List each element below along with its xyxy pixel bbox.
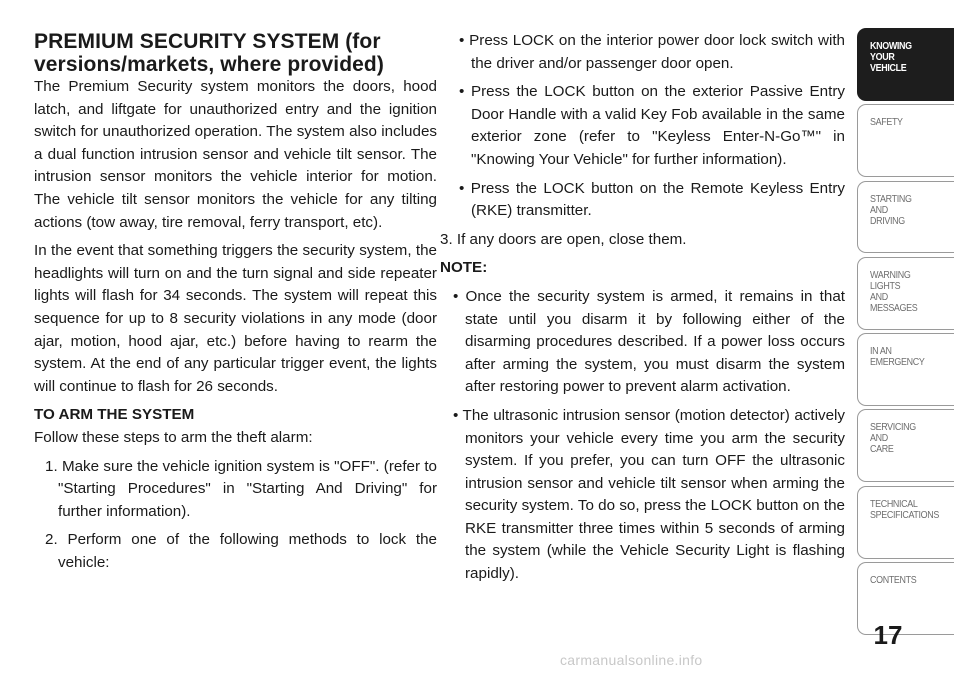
lock-method-rke: • Press the LOCK button on the Remote Keyless Entry (RKE) transmitter. (459, 179, 845, 220)
trigger-paragraph: In the event that something triggers the security system, the headlights will turn on and the turn signal and side repeater lights will flash for 34 seconds. The system will repeat this sequence for up to 8 security violations in any mode (door ajar, motion, hood ajar, etc.) before having to rearm the system. At the end of any particular trigger event, the lights will continue to flash for 26 seconds. (34, 242, 437, 395)
tab-label: STARTING AND DRIVING (870, 192, 912, 227)
lock-method-passive-entry: • Press the LOCK button on the exterior Passive Entry Door Handle with a valid Key Fob available in the same exterior zone (refer to "Keyless Enter-N-Go™" in "Knowing Your Vehicle" for further information). (459, 83, 845, 168)
arm-steps-intro: Follow these steps to arm the theft alarm: (34, 428, 313, 446)
tab-label: CONTENTS (870, 574, 917, 587)
tab-label: TECHNICAL SPECIFICATIONS (870, 497, 939, 521)
note-label: NOTE: (440, 259, 488, 277)
watermark: carmanualsonline.info (560, 652, 703, 668)
chapter-tabs (857, 28, 954, 638)
arm-system-heading: TO ARM THE SYSTEM (34, 406, 195, 424)
tab-starting-and-driving[interactable] (857, 181, 954, 254)
tab-label: KNOWING YOUR VEHICLE (870, 40, 912, 74)
page-number: 17 (873, 620, 903, 650)
tab-warning-lights[interactable] (857, 257, 954, 330)
note-armed-state: • Once the security system is armed, it remains in that state until you disarm it by following either of the disarming procedures described. If a power loss occurs after arming the system, you must disarm the system after restoring power to prevent alarm activation. (453, 287, 845, 396)
lock-method-interior-switch: • Press LOCK on the interior power door lock switch with the driver and/or passenger door open. (459, 32, 845, 72)
tab-label: SAFETY (870, 116, 903, 129)
tab-in-an-emergency[interactable] (857, 333, 954, 406)
tab-technical-specifications[interactable] (857, 486, 954, 559)
tab-knowing-your-vehicle[interactable] (857, 28, 954, 101)
tab-label: WARNING LIGHTS AND MESSAGES (870, 268, 918, 314)
tab-label: IN AN EMERGENCY (870, 345, 925, 369)
step-1: 1. Make sure the vehicle ignition system is "OFF". (refer to "Starting Procedures" in "Starting And Driving" for further information). (45, 457, 437, 520)
left-column (34, 30, 437, 580)
tab-safety[interactable] (857, 104, 954, 177)
note-ultrasonic-sensor: • The ultrasonic intrusion sensor (motion detector) actively monitors your vehicle every time you arm the security system. If you prefer, you can turn OFF the ultrasonic intrusion sensor and vehicle tilt sensor when arming the security system. To do so, press the LOCK button on the RKE transmitter three times within 5 seconds of arming the system (while the Vehicle Security Light is flashing rapidly). (453, 406, 845, 583)
right-column (440, 30, 845, 592)
tab-label: SERVICING AND CARE (870, 421, 916, 456)
tab-servicing-and-care[interactable] (857, 409, 954, 482)
intro-paragraph: The Premium Security system monitors the doors, hood latch, and liftgate for unauthorized entry and the ignition switch for unauthorized operation. The system also includes a dual function intrusion sensor and vehicle tilt sensor. The intrusion sensor monitors the vehicle interior for motion. The vehicle tilt sensor monitors the vehicle for any tilting actions (tow away, tire removal, ferry transport, etc). (34, 78, 437, 231)
section-title: PREMIUM SECURITY SYSTEM (for versions/markets, where provided) (34, 30, 384, 76)
step-3: 3. If any doors are open, close them. (440, 230, 687, 248)
step-2: 2. Perform one of the following methods to lock the vehicle: (45, 531, 437, 571)
